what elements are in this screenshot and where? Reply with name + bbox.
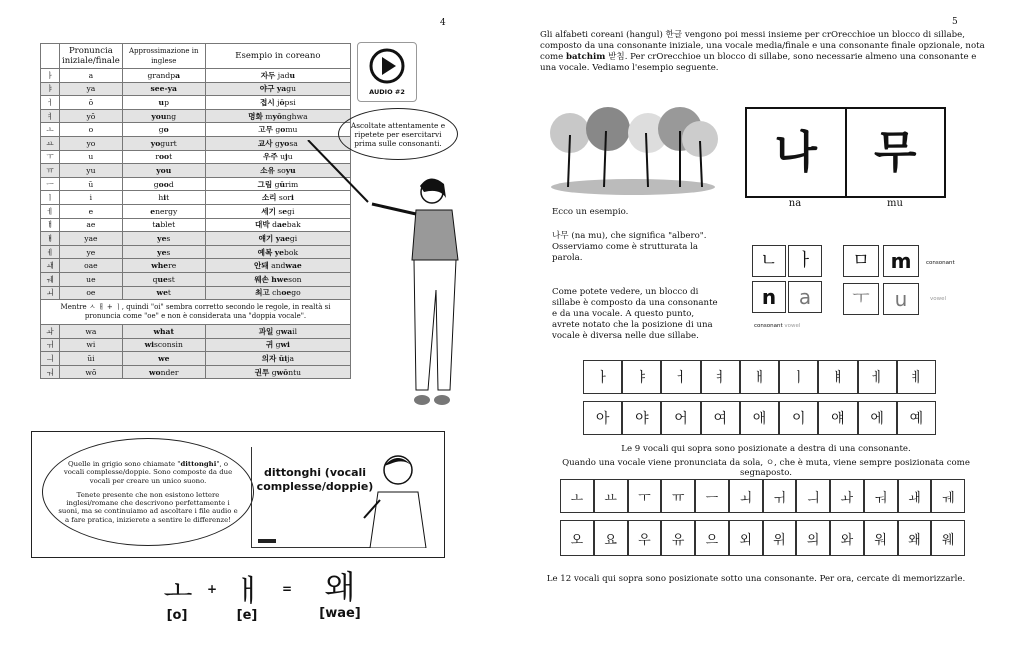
english-part: g: [153, 179, 159, 189]
cell-pronunciation: ae: [60, 218, 123, 232]
vowel-cell: ㅒ: [818, 360, 857, 394]
example-romanization: g: [275, 138, 280, 148]
example-romanization: sa: [289, 138, 298, 148]
example-korean: 고무: [258, 125, 273, 135]
english-part: g: [158, 125, 164, 135]
example-romanization: gi: [287, 206, 295, 216]
cell-pronunciation: o: [60, 123, 123, 137]
example-romanization: yae: [275, 233, 290, 243]
example-korean: 교사: [257, 138, 273, 148]
example-romanization: ŭi: [278, 354, 288, 364]
cell-pronunciation: yu: [60, 164, 123, 178]
vowel-cell: ㅟ: [763, 479, 797, 513]
example-romanization: ya: [276, 84, 287, 94]
example-romanization: j: [285, 152, 288, 162]
intro-bold: batchim: [565, 52, 606, 62]
example-romanization: g: [274, 179, 280, 189]
example-romanization: o: [280, 125, 286, 135]
vowel-cell: ㅖ: [897, 360, 936, 394]
example-korean: 얘기: [258, 233, 274, 243]
example-romanization: u: [280, 152, 286, 162]
example-romanization: m: [265, 111, 273, 121]
cell-hangul: ㅗ: [41, 123, 60, 137]
example-romanization: ae: [276, 220, 287, 230]
example-romanization: u: [287, 152, 293, 162]
cell-english: [122, 365, 205, 379]
cell-hangul: ㅟ: [41, 338, 60, 352]
cell-english: [122, 338, 205, 352]
legend-vowel: vowel: [784, 323, 801, 329]
example-korean: 우주: [263, 152, 278, 162]
boy-illustration: [360, 448, 436, 548]
english-part: s: [166, 233, 171, 243]
bubble-text: ", o vocali complesse/doppie. Sono composte da due vocali per creare un unico suono.: [63, 459, 233, 485]
vowel-cell: ㅡ: [695, 479, 729, 513]
example-korean: 의자: [261, 354, 277, 364]
vowel-cell: ㅙ: [898, 479, 932, 513]
cell-example: [205, 82, 350, 96]
english-part: ye: [157, 233, 167, 243]
english-part: t: [167, 288, 171, 298]
syllable-cell: 애: [740, 401, 779, 435]
vowel-cell: ㅗ: [560, 479, 594, 513]
example-romanization: psi: [284, 97, 296, 107]
table-header: Esempio in coreano: [205, 44, 350, 69]
example-romanization: hwe: [271, 274, 289, 284]
example-romanization: s: [278, 206, 283, 216]
english-part: wo: [149, 367, 161, 377]
cell-english: [122, 69, 205, 83]
cell-english: [122, 164, 205, 178]
vowel-cell: ㅞ: [931, 479, 965, 513]
cell-pronunciation: a: [60, 69, 123, 83]
cell-pronunciation: oe: [60, 286, 123, 300]
cell-english: [122, 286, 205, 300]
block-m-latin: m: [883, 245, 919, 277]
syllable-cell: 오: [560, 520, 594, 556]
cell-hangul: ㅛ: [41, 136, 60, 150]
example-korean: 세기: [261, 206, 276, 216]
label-vowel: vowel: [930, 296, 947, 302]
example-korean: 예복: [257, 247, 273, 257]
example-romanization: ch: [272, 288, 282, 298]
example-korean: 명화: [248, 111, 263, 121]
example-romanization: ye: [274, 247, 285, 257]
example-romanization: oe: [281, 288, 292, 298]
english-part: e: [150, 206, 156, 216]
cell-english: [122, 204, 205, 218]
cell-hangul: ㅡ: [41, 177, 60, 191]
example-korean: 귀: [265, 340, 274, 350]
bubble-text: Quelle in grigio sono chiamate ": [67, 459, 181, 468]
example-romanization: yo: [279, 138, 290, 148]
cell-pronunciation: ŏ: [60, 96, 123, 110]
example-romanization: yŏ: [272, 111, 282, 121]
english-part: r: [155, 152, 159, 162]
syllable-blocks: [745, 107, 946, 198]
example-romanization: son: [288, 274, 302, 284]
cell-english: [122, 272, 205, 286]
example-korean: 소유: [260, 165, 275, 175]
english-part: u: [158, 97, 165, 107]
table-header: [41, 44, 60, 69]
cell-pronunciation: yo: [60, 136, 123, 150]
syllable-cell: 의: [796, 520, 830, 556]
romanization-mu: mu: [887, 198, 903, 209]
cell-english: [122, 218, 205, 232]
example-romanization: wae: [285, 261, 302, 271]
vowel-cell: ㅢ: [796, 479, 830, 513]
cell-english: [122, 82, 205, 96]
english-part: whe: [151, 261, 169, 271]
vowel-cell: ㅜ: [628, 479, 662, 513]
english-part: st: [167, 274, 175, 284]
example-romanization: ŏ: [279, 97, 285, 107]
breakdown-na: [752, 245, 820, 315]
example-romanization: ŭ: [279, 179, 285, 189]
cell-pronunciation: ŭi: [60, 352, 123, 366]
meaning-text: 나무 (na mu), che significa "albero". Osserviamo come è strutturata la parola.: [552, 231, 707, 263]
example-romanization: u: [289, 70, 296, 80]
cell-hangul: ㅔ: [41, 204, 60, 218]
example-romanization: i: [291, 193, 294, 203]
cell-hangul: ㅖ: [41, 245, 60, 259]
cell-english: [122, 123, 205, 137]
cell-example: [205, 123, 350, 137]
cell-hangul: ㅐ: [41, 218, 60, 232]
example-romanization: yu: [285, 165, 296, 175]
example-korean: 과일: [258, 326, 274, 336]
below-syllable-row: [560, 520, 965, 556]
english-part: h: [158, 193, 164, 203]
english-part: gurt: [160, 138, 177, 148]
cell-hangul: ㅞ: [41, 272, 60, 286]
audio-label: AUDIO #2: [369, 88, 405, 96]
english-part: we: [158, 354, 170, 364]
cell-english: [122, 109, 205, 123]
cell-english: [122, 325, 205, 339]
caption-below-vowels: Le 12 vocali qui sopra sono posizionate sotto una consonante. Per ora, cercate di memorizzarle.: [546, 574, 966, 584]
block-u-latin: u: [883, 283, 919, 315]
english-part: see-ya: [150, 84, 177, 94]
explain-text: Come potete vedere, un blocco di sillabe è composto da una consonante e da una vocale. A questo punto, avrete notato che la posizione di una vocale è diversa nelle due sillabe.: [552, 287, 718, 341]
table-header: Approssimazione in inglese: [122, 44, 205, 69]
syllable-cell: 아: [583, 401, 622, 435]
cell-hangul: ㅙ: [41, 259, 60, 273]
cell-english: [122, 96, 205, 110]
example-korean: 대박: [255, 220, 270, 230]
syllable-cell: 왜: [898, 520, 932, 556]
english-part: q: [152, 274, 158, 284]
example-korean: 소리: [261, 193, 277, 203]
cell-hangul: ㅢ: [41, 352, 60, 366]
cell-hangul: ㅚ: [41, 286, 60, 300]
english-part: grandp: [147, 70, 176, 80]
english-part: a: [155, 220, 161, 230]
example-romanization: bak: [286, 220, 301, 230]
vowel-cell: ㅝ: [864, 479, 898, 513]
example-korean: 접시: [260, 97, 275, 107]
block-u-hangul: ㅜ: [843, 283, 879, 315]
intro-text: 받침. Per crOrecchioe un blocco di sillabe, sono necessarie almeno una consonante e una vocale. Vediamo l'esempio seguente.: [540, 52, 977, 73]
table-row: [41, 96, 351, 110]
cell-pronunciation: u: [60, 150, 123, 164]
example-romanization: so: [277, 165, 286, 175]
english-part: t: [169, 152, 173, 162]
cell-example: [205, 96, 350, 110]
cell-pronunciation: wa: [60, 325, 123, 339]
example-romanization: ja: [287, 354, 295, 364]
syllable-cell: 에: [858, 401, 897, 435]
english-part: you: [156, 165, 172, 175]
english-part: a: [175, 70, 181, 80]
block-m-hangul: ㅁ: [843, 245, 879, 277]
syllable-cell: 이: [779, 401, 818, 435]
syllable-cell: 웨: [931, 520, 965, 556]
english-part: t: [166, 193, 170, 203]
intro-paragraph: [540, 30, 992, 74]
cell-pronunciation: ya: [60, 82, 123, 96]
right-vowel-row: [583, 360, 936, 394]
english-part: what: [153, 326, 174, 336]
example-romanization: ntu: [288, 367, 302, 377]
syllable-na: 나: [747, 109, 847, 196]
cell-hangul: ㅑ: [41, 82, 60, 96]
formula-result: 왜: [324, 568, 356, 606]
teacher-illustration: [300, 140, 470, 420]
example-korean: 권투: [254, 367, 270, 377]
right-syllable-row: [583, 401, 936, 435]
vowel-cell: ㅠ: [661, 479, 695, 513]
syllable-cell: 여: [701, 401, 740, 435]
cell-hangul: ㅝ: [41, 365, 60, 379]
cell-pronunciation: e: [60, 204, 123, 218]
bubble-text: Tenete presente che non esistono lettere inglesi/romane che descrivono perfettamente i suoni, ma se continuiamo ad ascoltare i file audio e a fare pratica, inizierete a sentire le differenze!: [58, 490, 238, 524]
english-part: p: [164, 97, 169, 107]
caption-right-vowels: Le 9 vocali qui sopra sono posizionate a destra di una consonante.: [621, 444, 911, 454]
cell-pronunciation: ŭ: [60, 177, 123, 191]
cell-hangul: ㅣ: [41, 191, 60, 205]
board-eraser: [258, 539, 276, 543]
cell-example: [205, 69, 350, 83]
example-romanization: jad: [277, 70, 290, 80]
example-label: Ecco un esempio.: [552, 207, 629, 217]
legend-consonant: consonant: [754, 323, 783, 329]
english-part: oo: [158, 179, 169, 189]
block-a-latin: a: [788, 281, 822, 313]
cell-english: [122, 352, 205, 366]
romanization-na: na: [788, 198, 802, 209]
cell-pronunciation: wi: [60, 338, 123, 352]
label-consonant: consonant: [926, 260, 955, 266]
example-romanization: e: [282, 206, 288, 216]
cell-hangul: ㅏ: [41, 69, 60, 83]
english-part: blet: [160, 220, 176, 230]
formula-label-o: [o]: [166, 608, 188, 623]
example-korean: 그림: [257, 179, 273, 189]
legend-na: [754, 323, 800, 329]
page-number-left: 4: [440, 18, 446, 28]
syllable-cell: 야: [622, 401, 661, 435]
example-romanization: wa: [280, 326, 293, 336]
cell-pronunciation: ye: [60, 245, 123, 259]
vowel-cell: ㅣ: [779, 360, 818, 394]
english-part: wi: [144, 340, 155, 350]
vowel-cell: ㅛ: [594, 479, 628, 513]
english-part: nder: [160, 367, 179, 377]
formula-label-wae: [wae]: [319, 606, 361, 621]
audio-button[interactable]: [357, 42, 417, 102]
cell-pronunciation: i: [60, 191, 123, 205]
syllable-cell: 얘: [818, 401, 857, 435]
syllable-cell: 예: [897, 401, 936, 435]
syllable-cell: 와: [830, 520, 864, 556]
example-korean: 안돼: [254, 261, 269, 271]
example-romanization: d: [272, 220, 277, 230]
english-part: d: [168, 179, 174, 189]
example-romanization: wŏ: [276, 367, 289, 377]
trees-illustration: [540, 105, 726, 197]
page-number-right: 5: [952, 17, 958, 27]
english-part: ue: [157, 274, 168, 284]
block-a-hangul: ㅏ: [788, 245, 822, 277]
example-romanization: g: [275, 340, 281, 350]
syllable-mu: 무: [873, 127, 917, 178]
syllable-cell: 으: [695, 520, 729, 556]
cell-pronunciation: yŏ: [60, 109, 123, 123]
example-korean: 최고: [255, 288, 270, 298]
table-header: Pronuncia iniziale/finale: [60, 44, 123, 69]
table-note: Mentre ㅅ ㅐ + ㅣ, quindi "oi" sembra corretto secondo le regole, in realtà si pronuncia come "oe" e non è considerata una "doppia vocale".: [41, 300, 351, 325]
vowel-cell: ㅔ: [858, 360, 897, 394]
formula-equals: =: [281, 582, 293, 596]
cell-hangul: ㅒ: [41, 232, 60, 246]
intro-text: Gli alfabeti coreani (hangul) 한글 vengono poi messi insieme per crOrecchioe un blocco di sillabe, composto da una consonante iniziale, una vocale media/finale e una consonante finale opzionale, nota come: [540, 30, 985, 62]
example-korean: 웨손: [254, 274, 269, 284]
caption-placeholder: Quando una vocale viene pronunciata da sola, ㅇ, che è muta, viene sempre posizionata come segnaposto.: [562, 458, 970, 478]
example-korean: 자두: [260, 70, 276, 80]
banner-bubble: [42, 438, 254, 546]
syllable-cell: 어: [661, 401, 700, 435]
cell-english: [122, 245, 205, 259]
vowel-cell: ㅏ: [583, 360, 622, 394]
cell-hangul: ㅠ: [41, 164, 60, 178]
english-part: t: [152, 220, 156, 230]
english-part: yo: [150, 138, 161, 148]
cell-hangul: ㅘ: [41, 325, 60, 339]
example-romanization: sor: [278, 193, 292, 203]
syllable-cell: 위: [763, 520, 797, 556]
vowel-cell: ㅑ: [622, 360, 661, 394]
english-part: ye: [157, 247, 167, 257]
formula-vowel-o: ㅗ: [163, 574, 193, 609]
bubble-bold: dittonghi: [180, 459, 217, 468]
cell-english: [122, 177, 205, 191]
board-text: dittonghi (vocali complesse/doppie): [256, 466, 374, 493]
example-romanization: g: [271, 367, 277, 377]
syllable-cell: 워: [864, 520, 898, 556]
example-romanization: g: [275, 125, 281, 135]
block-n-latin: n: [752, 281, 786, 313]
vowel-cell: ㅕ: [701, 360, 740, 394]
vowel-cell: ㅚ: [729, 479, 763, 513]
example-romanization: g: [275, 326, 281, 336]
cell-hangul: ㅕ: [41, 109, 60, 123]
example-romanization: wi: [280, 340, 290, 350]
cell-pronunciation: wŏ: [60, 365, 123, 379]
example-romanization: bok: [284, 247, 299, 257]
cell-pronunciation: yae: [60, 232, 123, 246]
play-icon: [367, 46, 407, 86]
english-part: sconsin: [154, 340, 183, 350]
example-romanization: mu: [285, 125, 298, 135]
table-row: [41, 69, 351, 83]
formula-plus: +: [206, 582, 218, 596]
cell-english: [122, 191, 205, 205]
example-romanization: nghwa: [281, 111, 308, 121]
vowel-cell: ㅘ: [830, 479, 864, 513]
syllable-cell: 유: [661, 520, 695, 556]
english-part: you: [151, 111, 167, 121]
cell-hangul: ㅓ: [41, 96, 60, 110]
syllable-cell: 요: [594, 520, 628, 556]
english-part: o: [163, 125, 169, 135]
example-romanization: il: [292, 326, 298, 336]
example-romanization: rim: [284, 179, 299, 189]
cell-example: [205, 109, 350, 123]
block-n-hangul: ㄴ: [752, 245, 786, 277]
formula-vowel-e: ㅐ: [233, 574, 263, 609]
english-part: i: [163, 193, 167, 203]
below-vowel-row: [560, 479, 965, 513]
syllable-cell: 우: [628, 520, 662, 556]
english-part: s: [166, 247, 171, 257]
english-part: we: [156, 288, 168, 298]
english-part: re: [168, 261, 177, 271]
cell-english: [122, 259, 205, 273]
cell-hangul: ㅜ: [41, 150, 60, 164]
example-romanization: j: [277, 97, 280, 107]
english-part: nergy: [155, 206, 178, 216]
cell-english: [122, 232, 205, 246]
breakdown-mu: [843, 245, 919, 317]
table-row: [41, 109, 351, 123]
example-korean: 야구: [259, 84, 275, 94]
table-row: [41, 123, 351, 137]
cell-pronunciation: oae: [60, 259, 123, 273]
formula-label-e: [e]: [236, 608, 258, 623]
cell-english: [122, 150, 205, 164]
example-romanization: go: [291, 288, 301, 298]
english-part: oo: [158, 152, 170, 162]
speech-bubble: Ascoltate attentamente e ripetete per esercitarvi prima sulle consonanti.: [338, 108, 458, 160]
example-romanization: gi: [289, 233, 298, 243]
cell-pronunciation: ue: [60, 272, 123, 286]
vowel-cell: ㅐ: [740, 360, 779, 394]
vowel-cell: ㅓ: [661, 360, 700, 394]
table-row: [41, 82, 351, 96]
example-romanization: gu: [286, 84, 296, 94]
example-romanization: and: [271, 261, 286, 271]
cell-english: [122, 136, 205, 150]
syllable-cell: 외: [729, 520, 763, 556]
english-part: ng: [166, 111, 177, 121]
